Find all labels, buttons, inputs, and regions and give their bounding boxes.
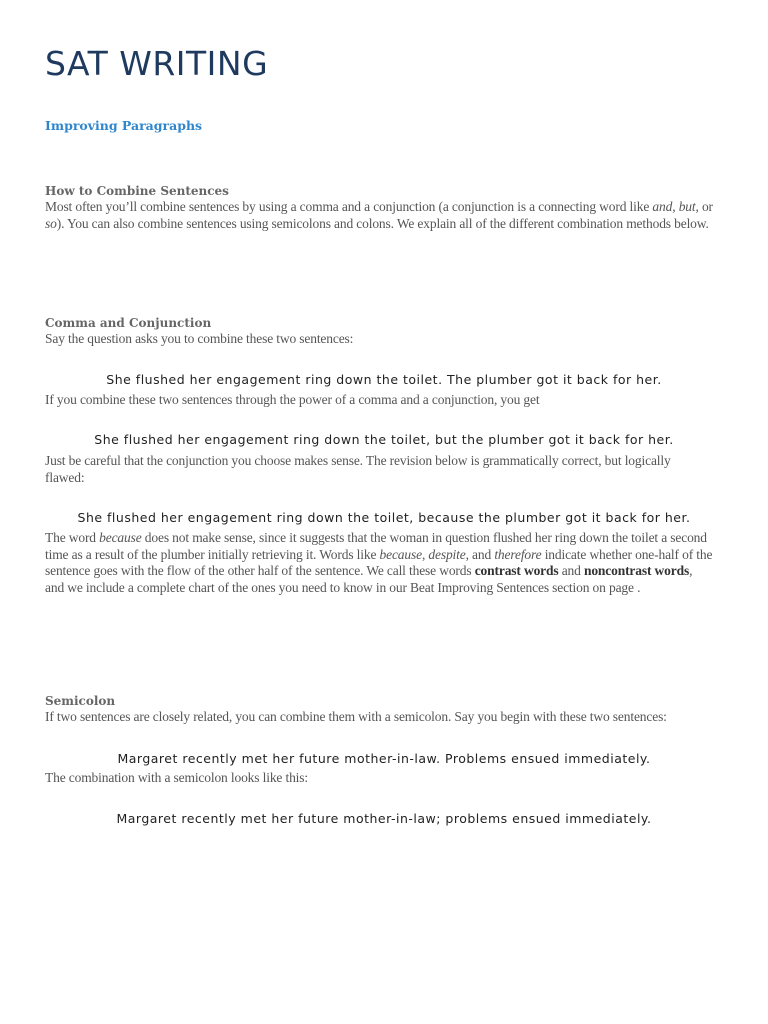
comma-em-because: because (99, 530, 142, 545)
comma-section (45, 315, 713, 348)
comma-text-1: If you combine these two sentences through the power of a comma and a conjunction, you get (45, 392, 540, 407)
comma-example-1: She flushed her engagement ring down the toilet. The plumber got it back for her. (106, 372, 662, 387)
combine-em-and: and (652, 199, 673, 214)
comma-heading: Comma and Conjunction (45, 316, 212, 330)
comma-em-despite: despite (428, 546, 466, 562)
semicolon-example-1: Margaret recently met her future mother-in-law. Problems ensued immediately. (117, 751, 651, 766)
comma-exp-text-2: does not make sense, since it suggests that the woman in question flushed her ring down the toilet a second time as a result of the plumber initially retrieving it. Words like (45, 530, 707, 562)
combine-paragraph (45, 199, 713, 232)
page-title: SAT WRITING (45, 44, 269, 83)
combine-text-2: , (672, 199, 679, 214)
section-subtitle: Improving Paragraphs (45, 118, 203, 133)
comma-exp-text-6: and (558, 563, 584, 578)
semicolon-example-2: Margaret recently met her future mother-in-law; problems ensued immediately. (116, 811, 652, 826)
comma-exp-text-5: indicate whether one-half of the sentence goes with the flow of the other half of the sentence. We call these words (45, 546, 713, 578)
comma-explanation (45, 530, 713, 596)
comma-strong-noncontrast: noncontrast words (583, 563, 690, 578)
comma-em-therefore: therefore (494, 546, 542, 562)
semicolon-heading: Semicolon (45, 694, 116, 708)
combine-heading: How to Combine Sentences (45, 184, 229, 198)
comma-example-3: She flushed her engagement ring down the toilet, because the plumber got it back for her. (77, 510, 691, 525)
comma-exp-text-7: , and we include a complete chart of the ones you need to know in our Beat Improving Sentences section on page . (45, 563, 693, 595)
combine-em-but: but (678, 199, 696, 214)
comma-example-2: She flushed her engagement ring down the toilet, but the plumber got it back for her. (94, 432, 674, 447)
semicolon-text-1: The combination with a semicolon looks like this: (45, 770, 308, 785)
comma-exp-text-4: , and (465, 546, 495, 562)
comma-em-because-2: because (379, 546, 422, 562)
combine-text-1: Most often you’ll combine sentences by using a comma and a conjunction (a conjunction is a connecting word like (45, 199, 653, 214)
combine-text-4: ). You can also combine sentences using semicolons and colons. We explain all of the different combination methods below. (56, 215, 709, 231)
comma-caution: Just be careful that the conjunction you choose makes sense. The revision below is grammatically correct, but logically flawed: (45, 453, 671, 485)
combine-em-so: so (45, 215, 57, 231)
comma-exp-text-3: , (421, 546, 429, 562)
comma-exp-text-1: The word (45, 530, 100, 545)
semicolon-intro: If two sentences are closely related, you can combine them with a semicolon. Say you begin with these two sentences: (45, 709, 667, 724)
combine-section (45, 183, 713, 232)
combine-text-3: , or (695, 199, 713, 214)
comma-strong-contrast: contrast words (474, 563, 559, 578)
semicolon-section (45, 693, 713, 726)
comma-intro: Say the question asks you to combine these two sentences: (45, 331, 354, 346)
comma-text-2 (45, 453, 713, 486)
comma-explanation-paragraph (45, 530, 713, 596)
